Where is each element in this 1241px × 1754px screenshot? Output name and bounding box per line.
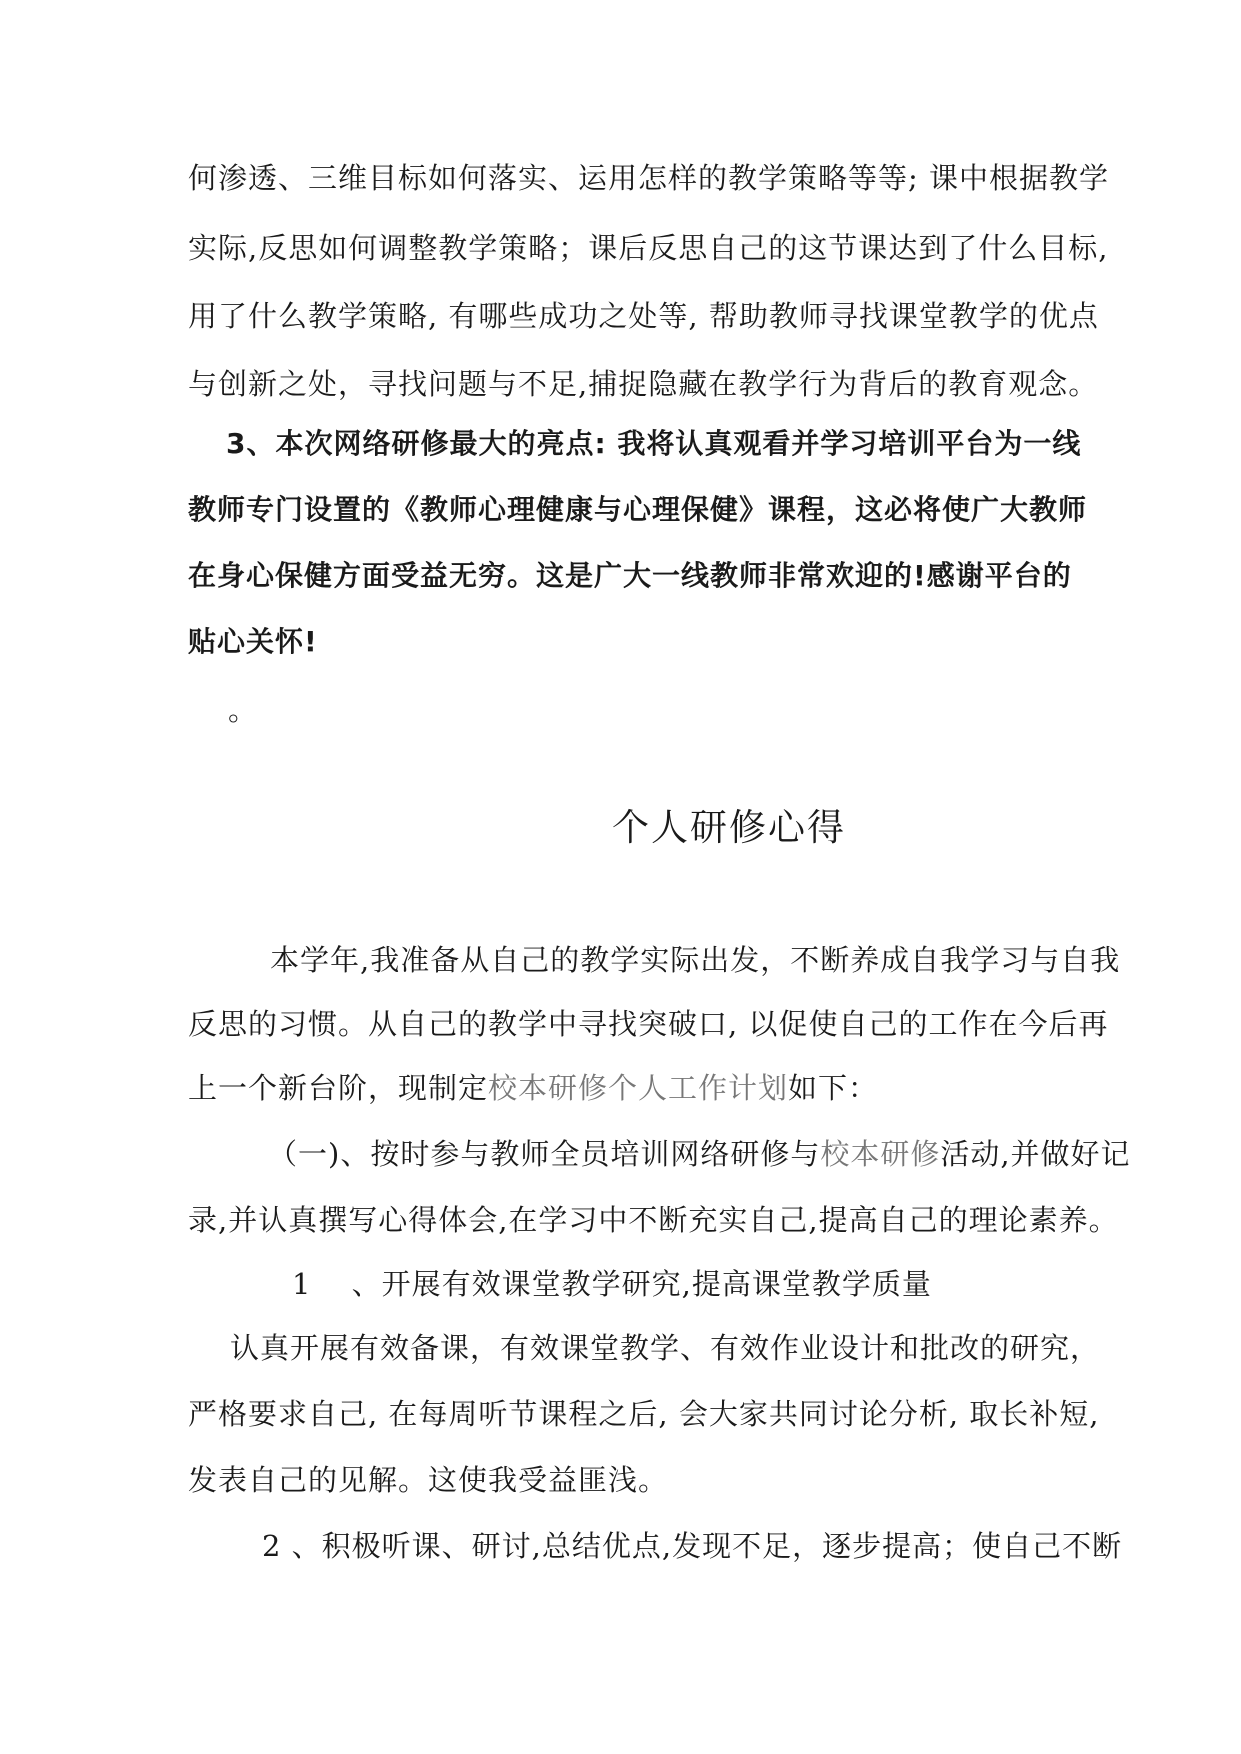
intro-line: 本学年,我准备从自己的教学实际出发，不断养成自我学习与自我: [270, 943, 1121, 977]
item-line: 严格要求自己, 在每周听节课程之后, 会大家共同讨论分析, 取长补短,: [188, 1397, 1100, 1431]
paragraph-line: 何渗透、三维目标如何落实、运用怎样的教学策略等等; 课中根据教学: [188, 161, 1109, 195]
trailing-mark: 。: [228, 693, 259, 727]
highlight-line: 在身心保健方面受益无穷。这是广大一线教师非常欢迎的!感谢平台的: [188, 559, 1072, 592]
section-one-muted-text: 校本研修: [820, 1137, 941, 1171]
highlight-line: 3、本次网络研修最大的亮点: 我将认真观看并学习培训平台为一线: [226, 427, 1082, 460]
intro-line: 反思的习惯。从自己的教学中寻找突破口, 以促使自己的工作在今后再: [188, 1007, 1109, 1041]
section-one-line: [268, 1134, 1131, 1174]
intro-text: 如下：: [788, 1071, 879, 1105]
item-line: 发表自己的见解。这使我受益匪浅。: [188, 1463, 669, 1497]
section-one-text: 活动,并做好记: [940, 1137, 1131, 1171]
intro-text: 上一个新台阶，现制定: [188, 1071, 489, 1105]
paragraph-line: 与创新之处，寻找问题与不足,捕捉隐藏在教学行为背后的教育观念。: [188, 367, 1099, 401]
highlight-line: 教师专门设置的《教师心理健康与心理保健》课程，这必将使广大教师: [188, 493, 1088, 526]
intro-muted-text: 校本研修个人工作计划: [488, 1071, 789, 1105]
item-heading: 1 、开展有效课堂教学研究,提高课堂教学质量: [292, 1267, 932, 1301]
section-one-text: （一)、按时参与教师全员培训网络研修与: [268, 1137, 821, 1171]
section-one-line: 录,并认真撰写心得体会,在学习中不断充实自己,提高自己的理论素养。: [188, 1203, 1119, 1237]
intro-line: [188, 1068, 878, 1108]
item-line: 2 、积极听课、研讨,总结优点,发现不足，逐步提高；使自己不断: [262, 1529, 1123, 1563]
paragraph-line: 用了什么教学策略, 有哪些成功之处等, 帮助教师寻找课堂教学的优点: [188, 299, 1099, 333]
highlight-line: 贴心关怀!: [188, 625, 318, 658]
paragraph-line: 实际,反思如何调整教学策略；课后反思自己的这节课达到了什么目标,: [188, 231, 1109, 265]
page-title: 个人研修心得: [612, 806, 846, 849]
item-line: 认真开展有效备课，有效课堂教学、有效作业设计和批改的研究，: [230, 1331, 1101, 1365]
